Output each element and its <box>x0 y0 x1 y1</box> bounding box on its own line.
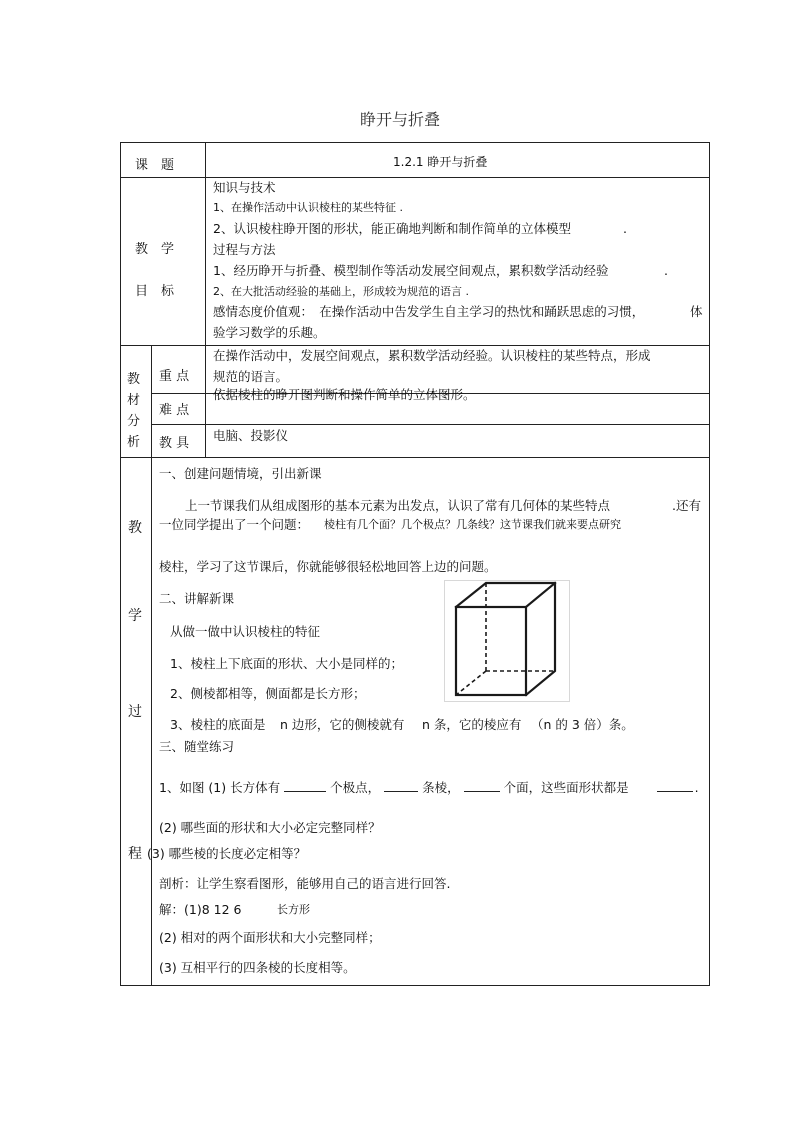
tools-value: 电脑、投影仪 <box>213 428 289 443</box>
section-1-para-3: 棱柱，学习了这节课后，你就能够很轻松地回答上边的问题。 <box>159 559 497 574</box>
cuboid-figure <box>444 580 570 702</box>
goal-attitude-tail: 体 <box>690 304 703 319</box>
tools-label: 教 具 <box>159 436 190 451</box>
section-2-line-4d: （n 的 3 倍）条。 <box>531 717 634 732</box>
process-label-1: 教 <box>128 520 142 536</box>
difficulty-label: 难 点 <box>159 403 190 418</box>
section-2-line-2: 1、棱柱上下底面的形状、大小是同样的； <box>170 656 403 671</box>
exercise-q1 <box>159 779 699 796</box>
exercise-q3: (3) 哪些棱的长度必定相等？ <box>147 846 307 861</box>
analysis-label-1: 教 <box>127 372 141 387</box>
key-line-1: 在操作活动中，发展空间观点，累积数学活动经验。认识棱柱的某些特点，形成 <box>213 348 651 363</box>
answer-1a: 解：(1)8 12 6 <box>159 902 242 917</box>
goal-label-bottom: 目 标 <box>135 284 175 299</box>
process-label-3: 过 <box>128 704 142 720</box>
answer-blank-shape[interactable] <box>657 779 693 792</box>
exercise-q1-part-a: 1、如图 (1) 长方体有 <box>159 780 281 795</box>
process-label-4: 程 <box>128 846 142 862</box>
answer-blank-faces[interactable] <box>464 779 500 792</box>
exercise-q2: (2) 哪些面的形状和大小必定完整同样？ <box>159 820 381 835</box>
section-1-para-1a: 上一节课我们从组成图形的基本元素为出发点，认识了常有几何体的某些特点 <box>185 498 611 513</box>
section-2-line-4a: 3、棱柱的底面是 <box>170 717 266 732</box>
goal-process-2: 2、在大批活动经验的基础上，形成较为规范的语言 . <box>213 285 469 298</box>
answer-3: (3) 互相平行的四条棱的长度相等。 <box>159 960 356 975</box>
goal-attitude-cont: 验学习数学的乐趣。 <box>213 325 326 340</box>
section-1-heading: 一、创建问题情境，引出新课 <box>159 466 322 481</box>
section-2-line-1: 从做一做中认识棱柱的特征 <box>170 624 321 639</box>
exercise-q1-part-d: 个面，这些面形状都是 <box>503 780 629 795</box>
answer-blank-vertices[interactable] <box>284 779 326 792</box>
goal-label-top: 教 学 <box>135 242 175 257</box>
section-1-para-2a: 一位同学提出了一个问题： <box>159 517 310 532</box>
exercise-q1-part-c: 条棱， <box>422 780 460 795</box>
page-title: 睁开与折叠 <box>359 110 440 129</box>
topic-label: 课 题 <box>135 158 175 173</box>
exercise-q1-part-e: . <box>694 780 699 795</box>
key-line-2: 规范的语言。 <box>213 369 289 384</box>
topic-value: 1.2.1 睁开与折叠 <box>393 155 488 169</box>
answer-blank-edges[interactable] <box>384 779 418 792</box>
analysis-label-4: 析 <box>127 435 141 450</box>
section-1-para-2b: 棱柱有几个面？几个极点？几条线？这节课我们就来要点研究 <box>324 518 621 531</box>
answer-2: (2) 相对的两个面形状和大小完整同样； <box>159 930 381 945</box>
goal-process-1: 1、经历睁开与折叠、模型制作等活动发展空间观点，累积数学活动经验 <box>213 263 609 278</box>
difficulty-value: 依据棱柱的睁开图判断和操作简单的立体图形。 <box>213 387 476 402</box>
answer-1b: 长方形 <box>277 903 310 916</box>
goal-dot-1: . <box>623 221 627 236</box>
goal-dot-2: . <box>664 263 668 278</box>
section-2-line-4b: n 边形，它的侧棱就有 <box>280 717 405 732</box>
exercise-q1-part-b: 个极点， <box>330 780 381 795</box>
goal-knowledge-head: 知识与技术 <box>213 180 276 195</box>
process-label-2: 学 <box>128 608 142 624</box>
section-2-line-3: 2、侧棱都相等，侧面都是长方形； <box>170 686 366 701</box>
analysis-text: 剖析：让学生察看图形，能够用自己的语言进行回答. <box>159 876 451 891</box>
analysis-label-2: 材 <box>127 393 141 408</box>
analysis-label-3: 分 <box>127 414 141 429</box>
section-2-heading: 二、讲解新课 <box>159 591 235 606</box>
goal-knowledge-2: 2、认识棱柱睁开图的形状，能正确地判断和制作简单的立体模型 <box>213 221 571 236</box>
key-label: 重 点 <box>159 369 190 384</box>
goal-process-head: 过程与方法 <box>213 242 276 257</box>
section-3-heading: 三、随堂练习 <box>159 739 235 754</box>
section-2-line-4c: n 条，它的棱应有 <box>422 717 522 732</box>
section-1-para-1b: .还有 <box>672 498 701 513</box>
goal-attitude: 感情态度价值观： 在操作活动中告发学生自主学习的热忱和踊跃思虑的习惯， <box>213 304 645 319</box>
goal-knowledge-1: 1、在操作活动中认识棱柱的某些特征 . <box>213 201 403 214</box>
